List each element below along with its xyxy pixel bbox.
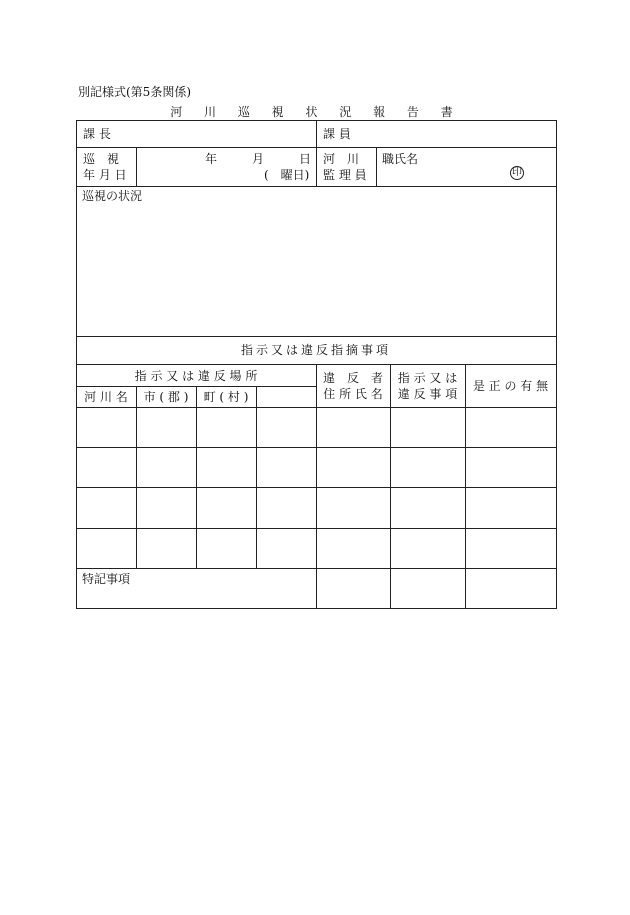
month-label: 月 (252, 152, 265, 166)
instruction-header-line2: 違 反 事 項 (397, 387, 458, 401)
special-notes-label: 特記事項 (82, 572, 131, 586)
weekday-label: ( 曜日) (264, 168, 310, 182)
river-officer-label-line1: 河 川 (323, 152, 360, 166)
seal-mark: 印 (512, 167, 522, 178)
form-title: 河 川 巡 視 状 況 報 告 書 (170, 105, 462, 119)
town-header: 町 ( 村 ) (203, 390, 249, 404)
river-officer-label-line2: 監 理 員 (323, 168, 367, 182)
patrol-date-label-line1: 巡 視 (83, 152, 120, 166)
river-name-header: 河 川 名 (84, 390, 128, 404)
patrol-status-label: 巡視の状況 (82, 189, 143, 203)
location-header: 指 示 又 は 違 反 場 所 (134, 369, 258, 383)
instruction-header-line1: 指 示 又 は (397, 371, 458, 385)
name-label: 職氏名 (382, 152, 419, 166)
patrol-date-label-line2: 年 月 日 (83, 168, 127, 182)
instructions-header: 指示又は違反指摘事項 (240, 343, 391, 357)
violator-header-line2: 住 所 氏 名 (323, 387, 383, 401)
form-caption: 別記様式(第5条関係) (78, 85, 191, 99)
violator-header-line1: 違 反 者 (322, 371, 383, 385)
year-label: 年 (205, 152, 218, 166)
day-label: 日 (299, 152, 312, 166)
staff-label: 課 員 (323, 127, 351, 141)
city-header: 市 ( 郡 ) (143, 390, 189, 404)
correction-header: 是 正 の 有 無 (472, 379, 549, 393)
section-chief-label: 課 長 (83, 127, 111, 141)
